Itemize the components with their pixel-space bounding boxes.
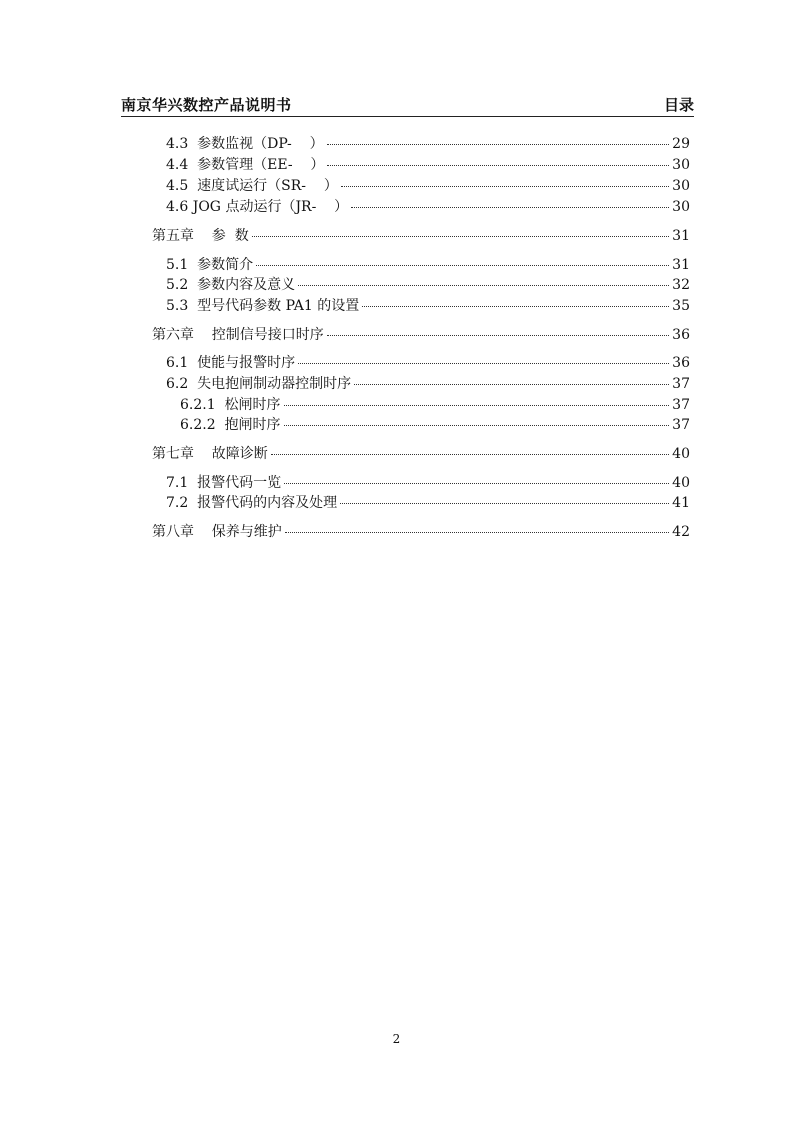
toc-label: 6.2 失电抱闸制动器控制时序 [166,376,352,392]
page-number: 2 [392,1032,401,1046]
toc-page-number: 37 [672,417,690,433]
toc-label: 6.2.2 抱闸时序 [180,417,281,433]
section-title: 目录 [663,96,694,114]
toc-label: 5.2 参数内容及意义 [166,277,296,293]
dot-leader [327,165,669,166]
dot-leader [252,236,669,237]
dot-leader [256,265,669,266]
dot-leader [284,425,670,426]
toc-page-number: 35 [672,298,690,314]
toc-label: 4.3 参数监视（DP- ） [166,136,324,152]
dot-leader [340,503,669,504]
toc-entry-chapter-7[interactable] [152,445,690,463]
toc-page-number: 31 [672,228,690,244]
dot-leader [271,454,669,455]
dot-leader [327,144,670,145]
document-title: 南京华兴数控产品说明书 [121,96,292,114]
toc-entry-4-3[interactable] [166,135,690,153]
dot-leader [298,285,669,286]
toc-entry-7-1[interactable] [166,474,690,492]
toc-page-number: 32 [672,277,690,293]
dot-leader [298,363,669,364]
toc-label: 4.4 参数管理（EE- ） [166,157,325,173]
toc-page-number: 42 [672,524,690,540]
toc-label: 5.1 参数简介 [166,257,254,273]
toc-entry-chapter-5[interactable] [152,227,690,245]
dot-leader [284,405,670,406]
dot-leader [351,207,669,208]
toc-entry-5-3[interactable] [166,297,690,315]
toc-page-number: 37 [672,397,690,413]
toc-page-number: 30 [672,199,690,215]
toc-label: 6.1 使能与报警时序 [166,355,296,371]
toc-entry-6-2-2[interactable] [180,416,690,434]
dot-leader [341,186,669,187]
toc-label: 7.2 报警代码的内容及处理 [166,495,338,511]
toc-entry-chapter-8[interactable] [152,523,690,541]
toc-entry-6-1[interactable] [166,354,690,372]
toc-page-number: 36 [672,355,690,371]
toc-page-number: 31 [672,257,690,273]
toc-entry-6-2[interactable] [166,375,690,393]
toc-page-number: 36 [672,327,690,343]
dot-leader [285,532,669,533]
toc-label: 第六章 控制信号接口时序 [152,327,324,343]
page-header [121,94,694,117]
toc-entry-4-5[interactable] [166,177,690,195]
toc-page-number: 41 [672,495,690,511]
toc-page-number: 30 [672,178,690,194]
toc-entry-5-2[interactable] [166,276,690,294]
toc-entry-5-1[interactable] [166,256,690,274]
toc-entry-4-6[interactable] [166,198,690,216]
toc-label: 第八章 保养与维护 [152,524,282,540]
toc-label: 4.5 速度试运行（SR- ） [166,178,338,194]
dot-leader [327,335,669,336]
dot-leader [354,384,669,385]
toc-label: 4.6 JOG 点动运行（JR- ） [166,199,349,215]
toc-label: 6.2.1 松闸时序 [180,397,281,413]
toc-entry-4-4[interactable] [166,156,690,174]
toc-label: 7.1 报警代码一览 [166,475,282,491]
toc-page-number: 40 [672,446,690,462]
toc-page-number: 30 [672,157,690,173]
toc-page-number: 29 [672,136,690,152]
toc-page-number: 40 [672,475,690,491]
toc-entry-chapter-6[interactable] [152,326,690,344]
dot-leader [284,483,669,484]
toc-page-number: 37 [672,376,690,392]
toc-entry-7-2[interactable] [166,494,690,512]
toc-entry-6-2-1[interactable] [180,396,690,414]
toc-label: 5.3 型号代码参数 PA1 的设置 [166,298,360,314]
dot-leader [362,306,669,307]
toc-label: 第五章 参 数 [152,228,249,244]
toc-label: 第七章 故障诊断 [152,446,268,462]
